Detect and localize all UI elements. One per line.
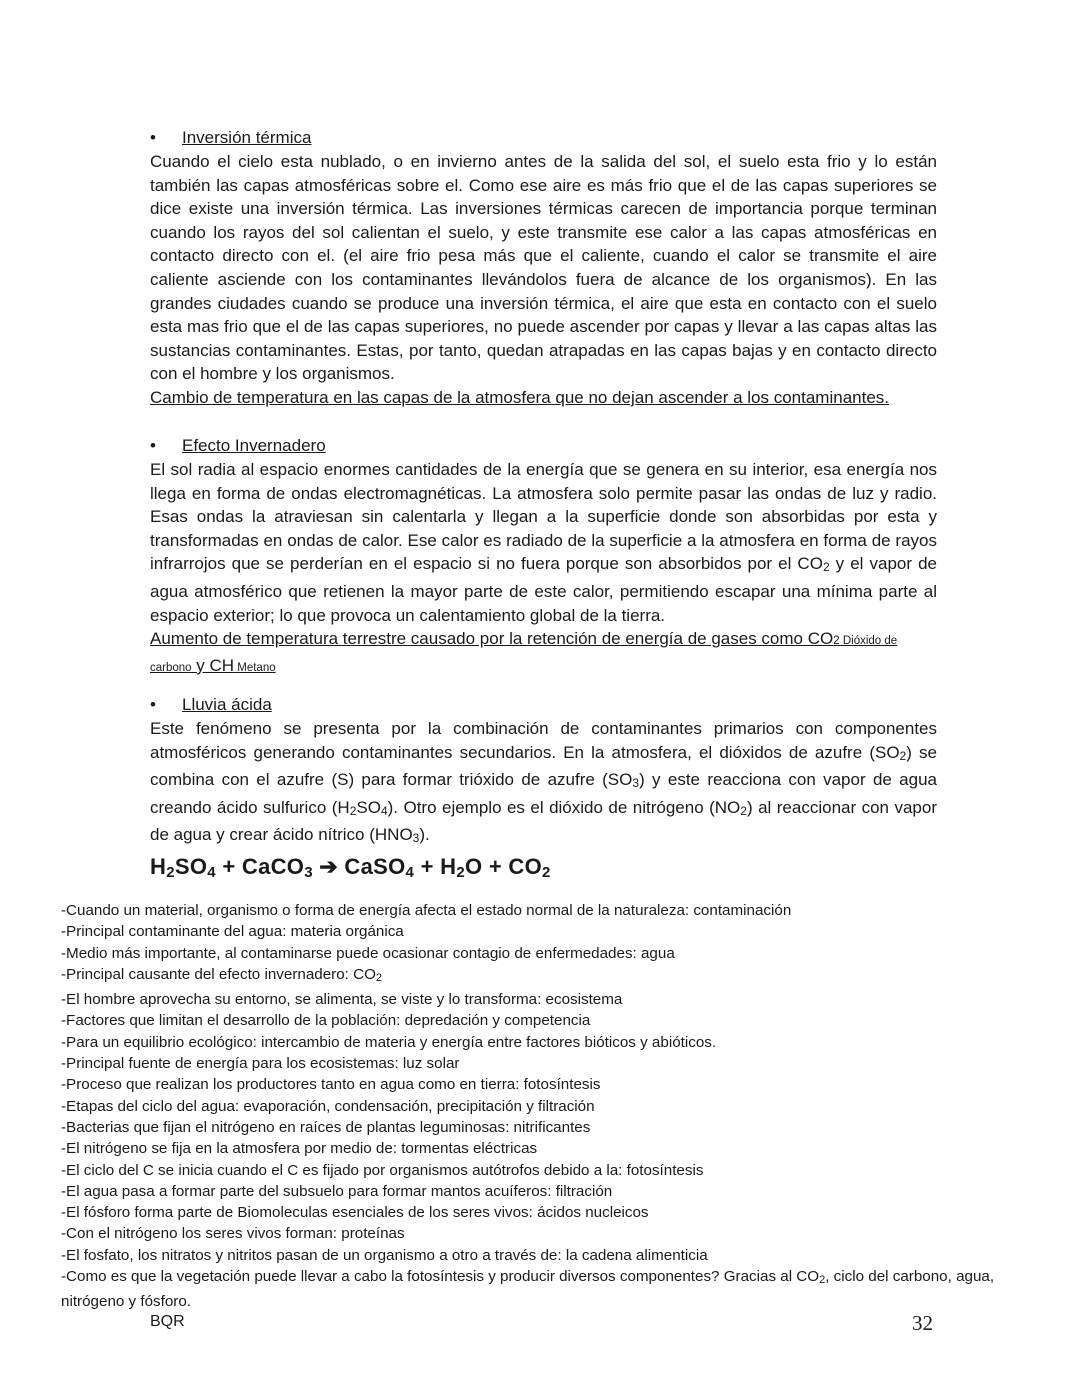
paragraph-text: SO	[356, 797, 381, 817]
subscript: 2	[349, 803, 357, 818]
section-lluvia-acida	[150, 694, 937, 887]
page-number: 32	[912, 1311, 933, 1335]
formula-part: SO	[174, 853, 208, 879]
qa-list	[61, 900, 1051, 1313]
list-item-text: -Como es que la vegetación puede llevar a cabo la fotosíntesis y producir diversos componentes? Gracias al CO	[61, 1268, 820, 1286]
chemical-equation	[150, 853, 937, 887]
subscript: 2	[899, 748, 907, 763]
arrow-icon: ➔	[312, 853, 345, 879]
section-title: Efecto Invernadero	[182, 436, 326, 455]
list-item-text: -Principal causante del efecto invernadero: CO	[61, 965, 376, 983]
section-paragraph	[150, 717, 937, 851]
summary-small-text: Dióxido de carbono	[150, 635, 898, 674]
formula-part: + H	[414, 853, 457, 879]
list-item: -El hombre aprovecha su entorno, se alimenta, se viste y lo transforma: ecosistema	[61, 991, 623, 1009]
section-efecto-invernadero	[150, 435, 937, 680]
formula-part: H	[150, 853, 167, 879]
section-summary: Cambio de temperatura en las capas de la atmosfera que no dejan ascender a los contaminantes.	[150, 387, 890, 407]
formula-part: O + CO	[465, 853, 543, 879]
list-item: -Medio más importante, al contaminarse puede ocasionar contagio de enfermedades: agua	[61, 944, 675, 962]
list-item: -El fosfato, los nitratos y nitritos pasan de un organismo a otro a través de: la cadena alimenticia	[61, 1246, 708, 1264]
subscript: 2	[456, 863, 466, 881]
section-title: Lluvia ácida	[182, 695, 272, 714]
bullet-icon: •	[150, 128, 156, 147]
list-item: -Factores que limitan el desarrollo de la población: depredación y competencia	[61, 1012, 591, 1030]
subscript: 2	[740, 803, 747, 818]
paragraph-text: ) se combina con el azufre (S) para formar trióxido de azufre (SO	[150, 742, 937, 790]
section-summary	[150, 627, 937, 680]
section-inversion-termica	[150, 127, 937, 410]
subscript: 4	[380, 803, 388, 818]
list-item: -Cuando un material, organismo o forma de energía afecta el estado normal de la naturaleza: contaminación	[61, 902, 792, 919]
subscript: 3	[412, 831, 420, 846]
list-item	[61, 1266, 1051, 1313]
footer-author: BQR	[150, 1313, 185, 1330]
subscript: 2	[833, 635, 840, 648]
formula-part: + CaCO	[215, 853, 305, 879]
paragraph-text: ). Otro ejemplo es el dióxido de nitrógeno (NO	[387, 797, 741, 817]
subscript: 2	[375, 971, 383, 984]
section-paragraph	[150, 458, 937, 627]
list-item: -Con el nitrógeno los seres vivos forman: proteínas	[61, 1225, 405, 1243]
list-item	[61, 964, 1051, 989]
paragraph-text: ) y este reacciona con vapor de agua creando ácido sulfurico (H	[150, 770, 937, 817]
subscript: 3	[632, 776, 640, 791]
summary-text: Aumento de temperatura terrestre causado por la retención de energía de gases como CO	[150, 629, 834, 649]
bullet-icon: •	[150, 695, 156, 714]
subscript: 3	[304, 863, 313, 881]
list-item: -Principal contaminante del agua: materia orgánica	[61, 923, 404, 941]
paragraph-text: ).	[419, 825, 430, 845]
paragraph-text: Este fenómeno se presenta por la combinación de contaminantes primarios con componentes atmosféricos generando contaminantes secundarios. En la atmosfera, el dióxidos de azufre (SO	[150, 719, 937, 762]
list-item: -Principal fuente de energía para los ecosistemas: luz solar	[61, 1055, 460, 1073]
paragraph-text: y el vapor de agua atmosférico que retienen la mayor parte de este calor, permitiendo escapar una mínima parte al espacio exterior; lo que provoca un calentamiento global de la tierra.	[150, 554, 937, 625]
subscript: 2	[542, 863, 551, 881]
list-item: -Bacterias que fijan el nitrógeno en raíces de plantas leguminosas: nitrificantes	[61, 1118, 591, 1136]
paragraph-text: El sol radia al espacio enormes cantidades de la energía que se genera en su interior, esa energía nos llega en forma de ondas electromagnéticas. La atmosfera solo permite pasar las ondas de luz y radio. Esas ondas la atraviesan sin calentarla y llegan a la superficie donde son absorbidas por esta y transformadas en ondas de calor. Ese calor es radiado de la superficie a la atmosfera en forma de rayos infrarrojos que se perderían en el espacio si no fuera porque son absorbidos por el CO	[150, 460, 937, 574]
list-item: -El ciclo del C se inicia cuando el C es fijado por organismos autótrofos debido a la: fotosíntesis	[61, 1161, 704, 1179]
summary-text: y CH	[191, 655, 235, 675]
list-item: -El fósforo forma parte de Biomoleculas esenciales de los seres vivos: ácidos nucleicos	[61, 1204, 649, 1222]
list-item: -Proceso que realizan los productores tanto en agua como en tierra: fotosíntesis	[61, 1076, 601, 1094]
paragraph-text: ) al reaccionar con vapor de agua y crear ácido nítrico (HNO	[150, 797, 937, 845]
subscript: 2	[822, 560, 830, 575]
list-item-text: , ciclo del carbono, agua, nitrógeno y fósforo.	[61, 1268, 995, 1311]
formula-part: CaSO	[344, 853, 406, 879]
subscript: 2	[819, 1274, 826, 1287]
subscript: 4	[207, 863, 216, 881]
subscript: 2	[166, 863, 175, 881]
list-item: -El agua pasa a formar parte del subsuelo para formar mantos acuíferos: filtración	[61, 1182, 613, 1200]
list-item: -El nitrógeno se fija en la atmosfera por medio de: tormentas eléctricas	[61, 1140, 538, 1158]
section-title: Inversión térmica	[182, 128, 312, 147]
list-item: -Para un equilibrio ecológico: intercambio de materia y energía entre factores bióticos y abióticos.	[61, 1033, 717, 1051]
bullet-icon: •	[150, 436, 156, 455]
subscript: 4	[405, 863, 415, 881]
list-item: -Etapas del ciclo del agua: evaporación, condensación, precipitación y filtración	[61, 1097, 595, 1115]
section-paragraph: Cuando el cielo esta nublado, o en invierno antes de la salida del sol, el suelo esta frio y lo están también las capas atmosféricas sobre el. Como ese aire es más frio que el de las capas superiores se dice existe una inversión térmica. Las inversiones térmicas carecen de importancia porque terminan cuando los rayos del sol calientan el suelo, y este transmite ese calor a las capas atmosféricas en contacto directo con el. (el aire frio pesa más que el caliente, cuando el calor se transmite el aire caliente asciende con los contaminantes llevándolos fuera de alcance de los organismos). En las grandes ciudades cuando se produce una inversión térmica, el aire que esta en contacto con el suelo esta mas frio que el de las capas superiores, no puede ascender por capas y llevar a las capas altas las sustancias contaminantes. Estas, por tanto, quedan atrapadas en las capas bajas y en contacto directo con el hombre y los organismos.	[150, 152, 937, 384]
summary-small-text: Metano	[234, 661, 276, 674]
